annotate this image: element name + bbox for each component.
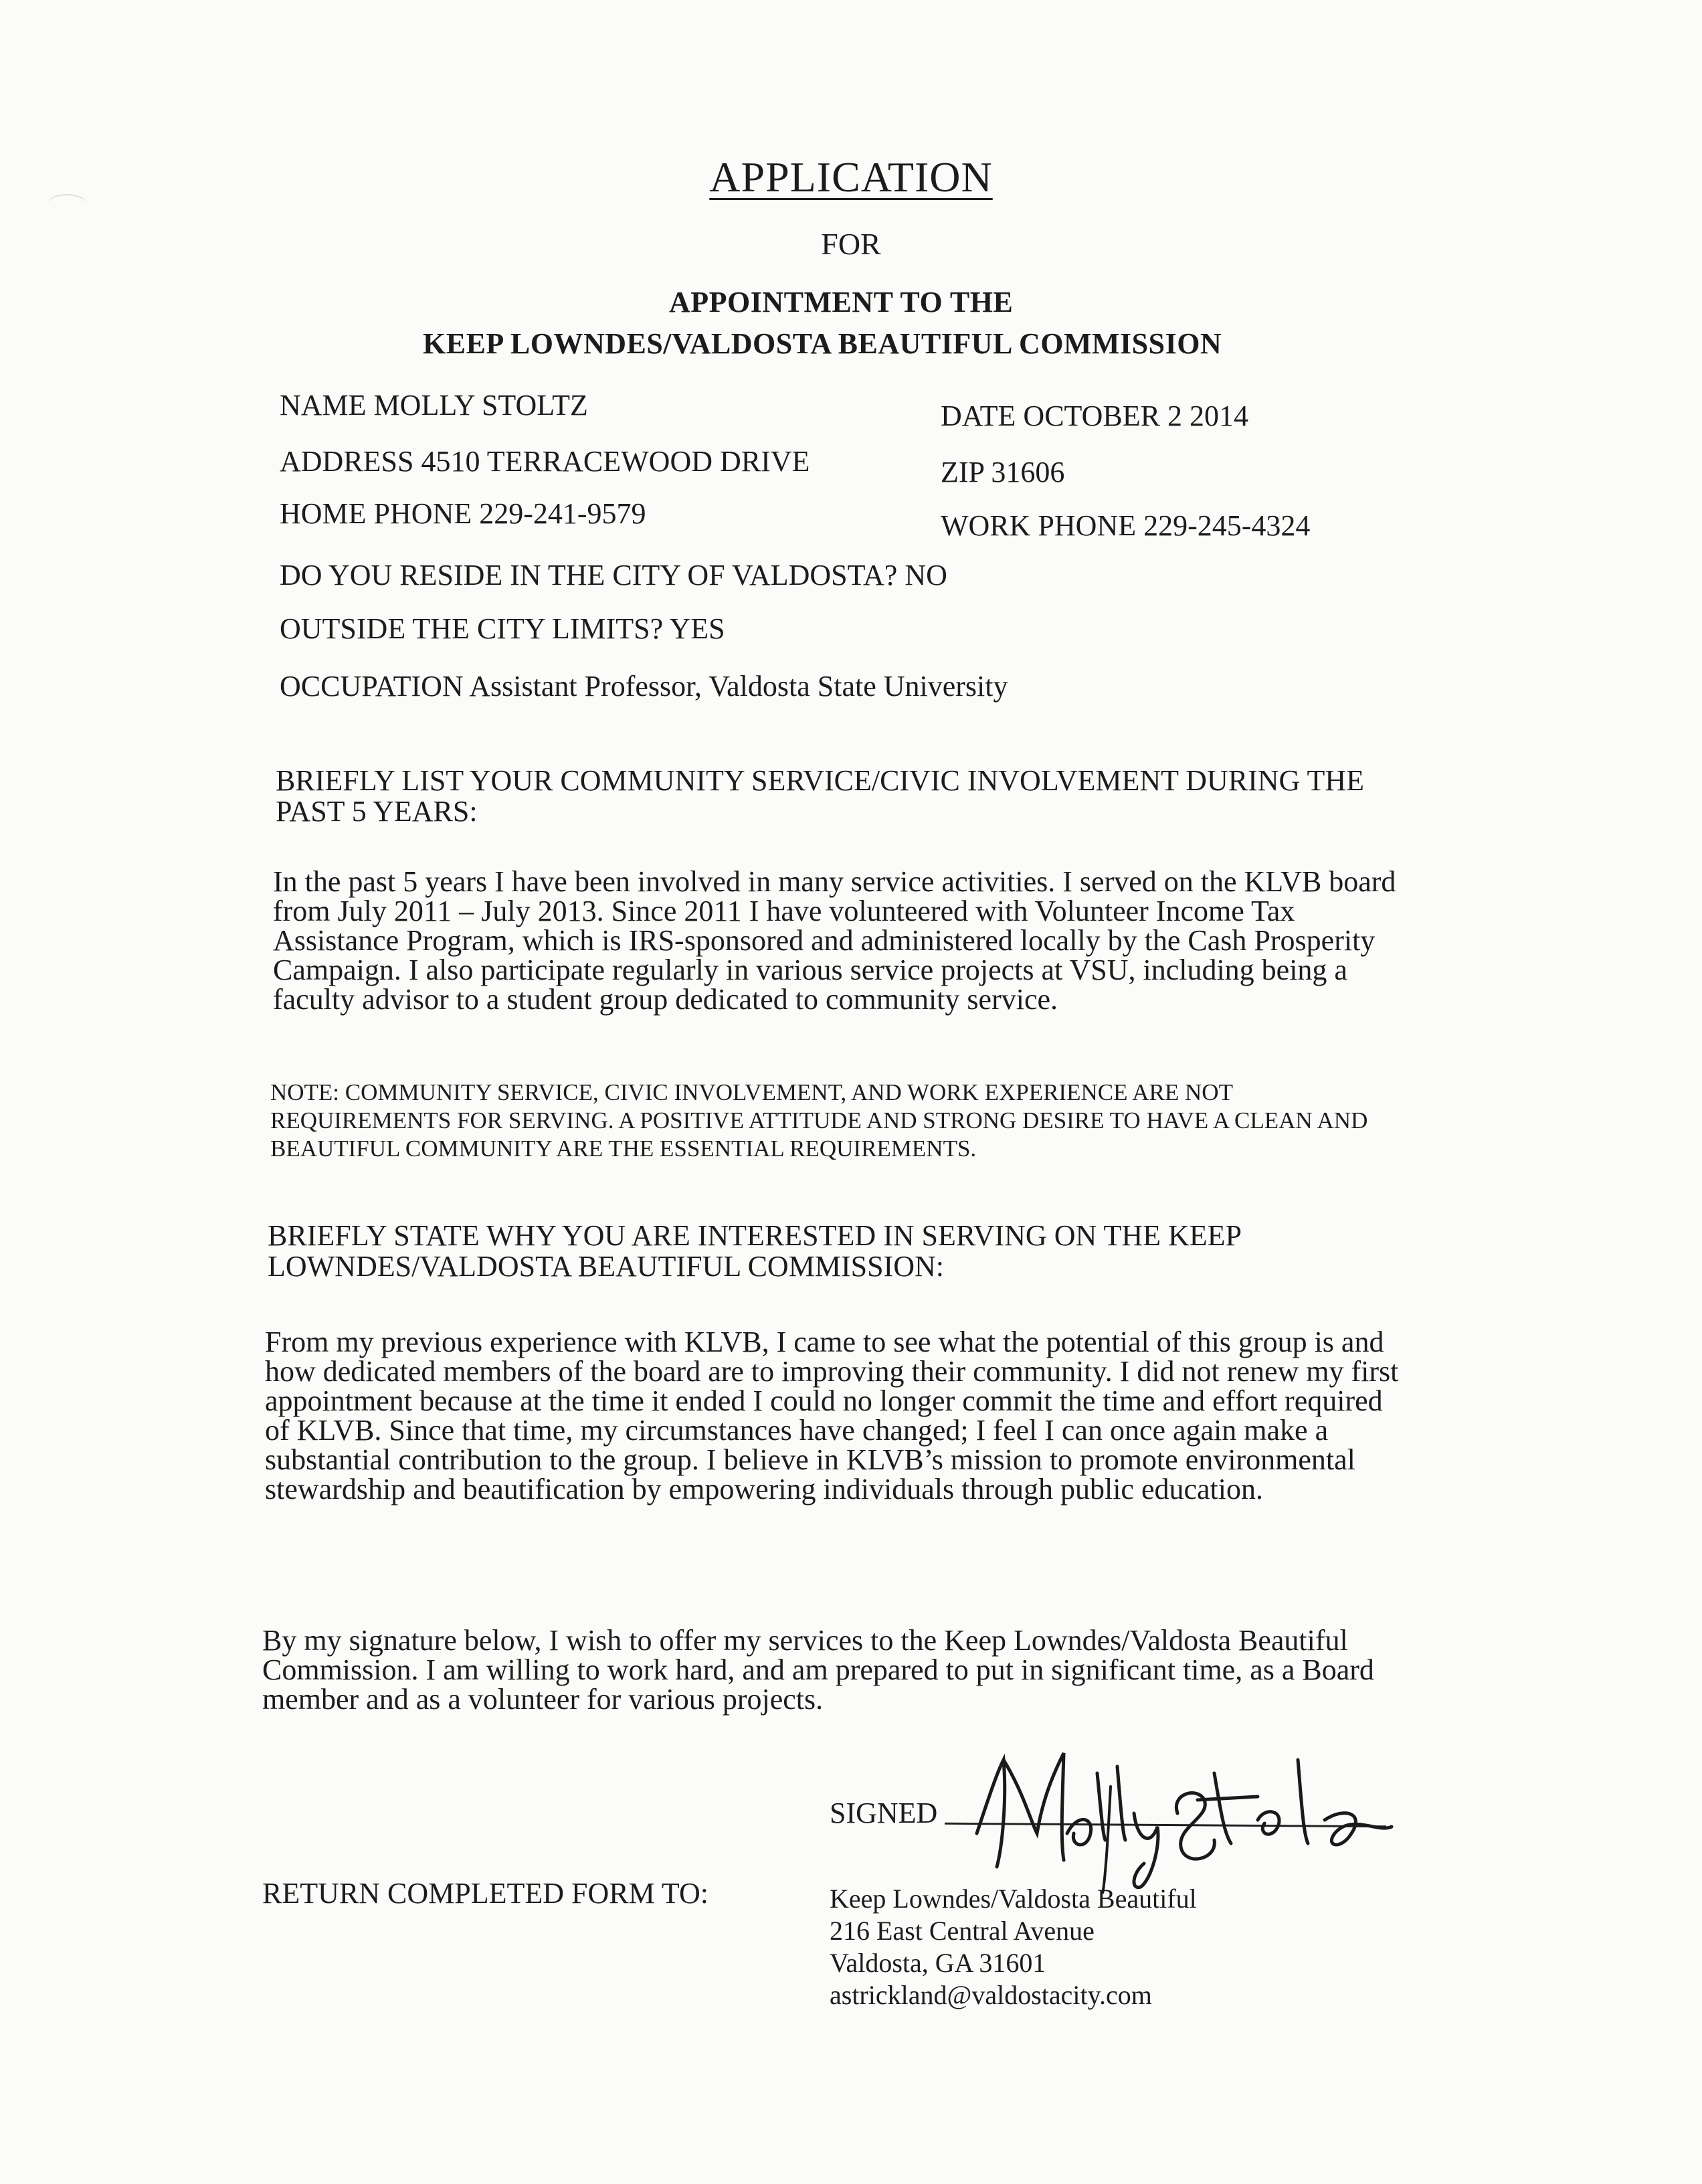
interest-answer: From my previous experience with KLVB, I came to see what the potential of this group is and how dedicated members of the board are to improving their community. I did not renew my first appointment because at the time it ended I could no longer commit the time and effort required of KLVB. Since that time, my circumstances have changed; I feel I can once again make a substantial contribution to the group. I believe in KLVB’s mission to promote environmental stewardship and beautification by empowering individuals through public education. bbox=[265, 1326, 1399, 1506]
return-to-label: RETURN COMPLETED FORM TO: bbox=[262, 1877, 709, 1910]
signed-label: SIGNED bbox=[830, 1797, 938, 1829]
work-phone-field: WORK PHONE 229-245-4324 bbox=[941, 509, 1311, 542]
reside-city-field: DO YOU RESIDE IN THE CITY OF VALDOSTA? NO bbox=[280, 559, 947, 592]
date-field: DATE OCTOBER 2 2014 bbox=[941, 399, 1248, 432]
return-address-line3: Valdosta, GA 31601 bbox=[830, 1948, 1046, 1978]
address-field: ADDRESS 4510 TERRACEWOOD DRIVE bbox=[280, 445, 810, 478]
return-address-line1: Keep Lowndes/Valdosta Beautiful bbox=[830, 1884, 1197, 1914]
name-field: NAME MOLLY STOLTZ bbox=[280, 389, 588, 422]
pledge-statement: By my signature below, I wish to offer my services to the Keep Lowndes/Valdosta Beautiful Commission. I am willing to work hard, and am prepared to put in significant time, as a Board member and as a volunteer for various projects. bbox=[262, 1624, 1374, 1716]
requirements-note: NOTE: COMMUNITY SERVICE, CIVIC INVOLVEMENT, AND WORK EXPERIENCE ARE NOT REQUIREMENTS FOR SERVING. A POSITIVE ATTITUDE AND STRONG DESIRE TO HAVE A CLEAN AND BEAUTIFUL COMMUNITY ARE THE ESSENTIAL REQUIREMENTS. bbox=[270, 1079, 1368, 1162]
occupation-field: OCCUPATION Assistant Professor, Valdosta State University bbox=[280, 670, 1008, 703]
zip-field: ZIP 31606 bbox=[941, 456, 1065, 488]
form-title: APPLICATION bbox=[709, 153, 993, 201]
home-phone-field: HOME PHONE 229-241-9579 bbox=[280, 497, 646, 530]
return-address-line2: 216 East Central Avenue bbox=[830, 1916, 1095, 1946]
community-service-answer: In the past 5 years I have been involved in many service activities. I served on the KLVB board from July 2011 – July 2013. Since 2011 I have volunteered with Volunteer Income Tax Assistance Program, which is IRS-sponsored and administered locally by the Cash Prosperity Campaign. I also participate regularly in various service projects at VSU, including being a faculty advisor to a student group dedicated to community service. bbox=[273, 865, 1396, 1016]
form-subtitle-line1: APPOINTMENT TO THE bbox=[669, 286, 1014, 318]
handwritten-signature bbox=[950, 1733, 1432, 1894]
form-subtitle-line2: KEEP LOWNDES/VALDOSTA BEAUTIFUL COMMISSION bbox=[423, 327, 1222, 360]
community-service-question: BRIEFLY LIST YOUR COMMUNITY SERVICE/CIVIC INVOLVEMENT DURING THE PAST 5 YEARS: bbox=[276, 764, 1365, 828]
outside-city-field: OUTSIDE THE CITY LIMITS? YES bbox=[280, 612, 725, 645]
interest-question: BRIEFLY STATE WHY YOU ARE INTERESTED IN SERVING ON THE KEEP LOWNDES/VALDOSTA BEAUTIFUL COMMISSION: bbox=[268, 1219, 1241, 1283]
form-for-label: FOR bbox=[821, 227, 881, 261]
return-email: astrickland@valdostacity.com bbox=[830, 1980, 1152, 2010]
